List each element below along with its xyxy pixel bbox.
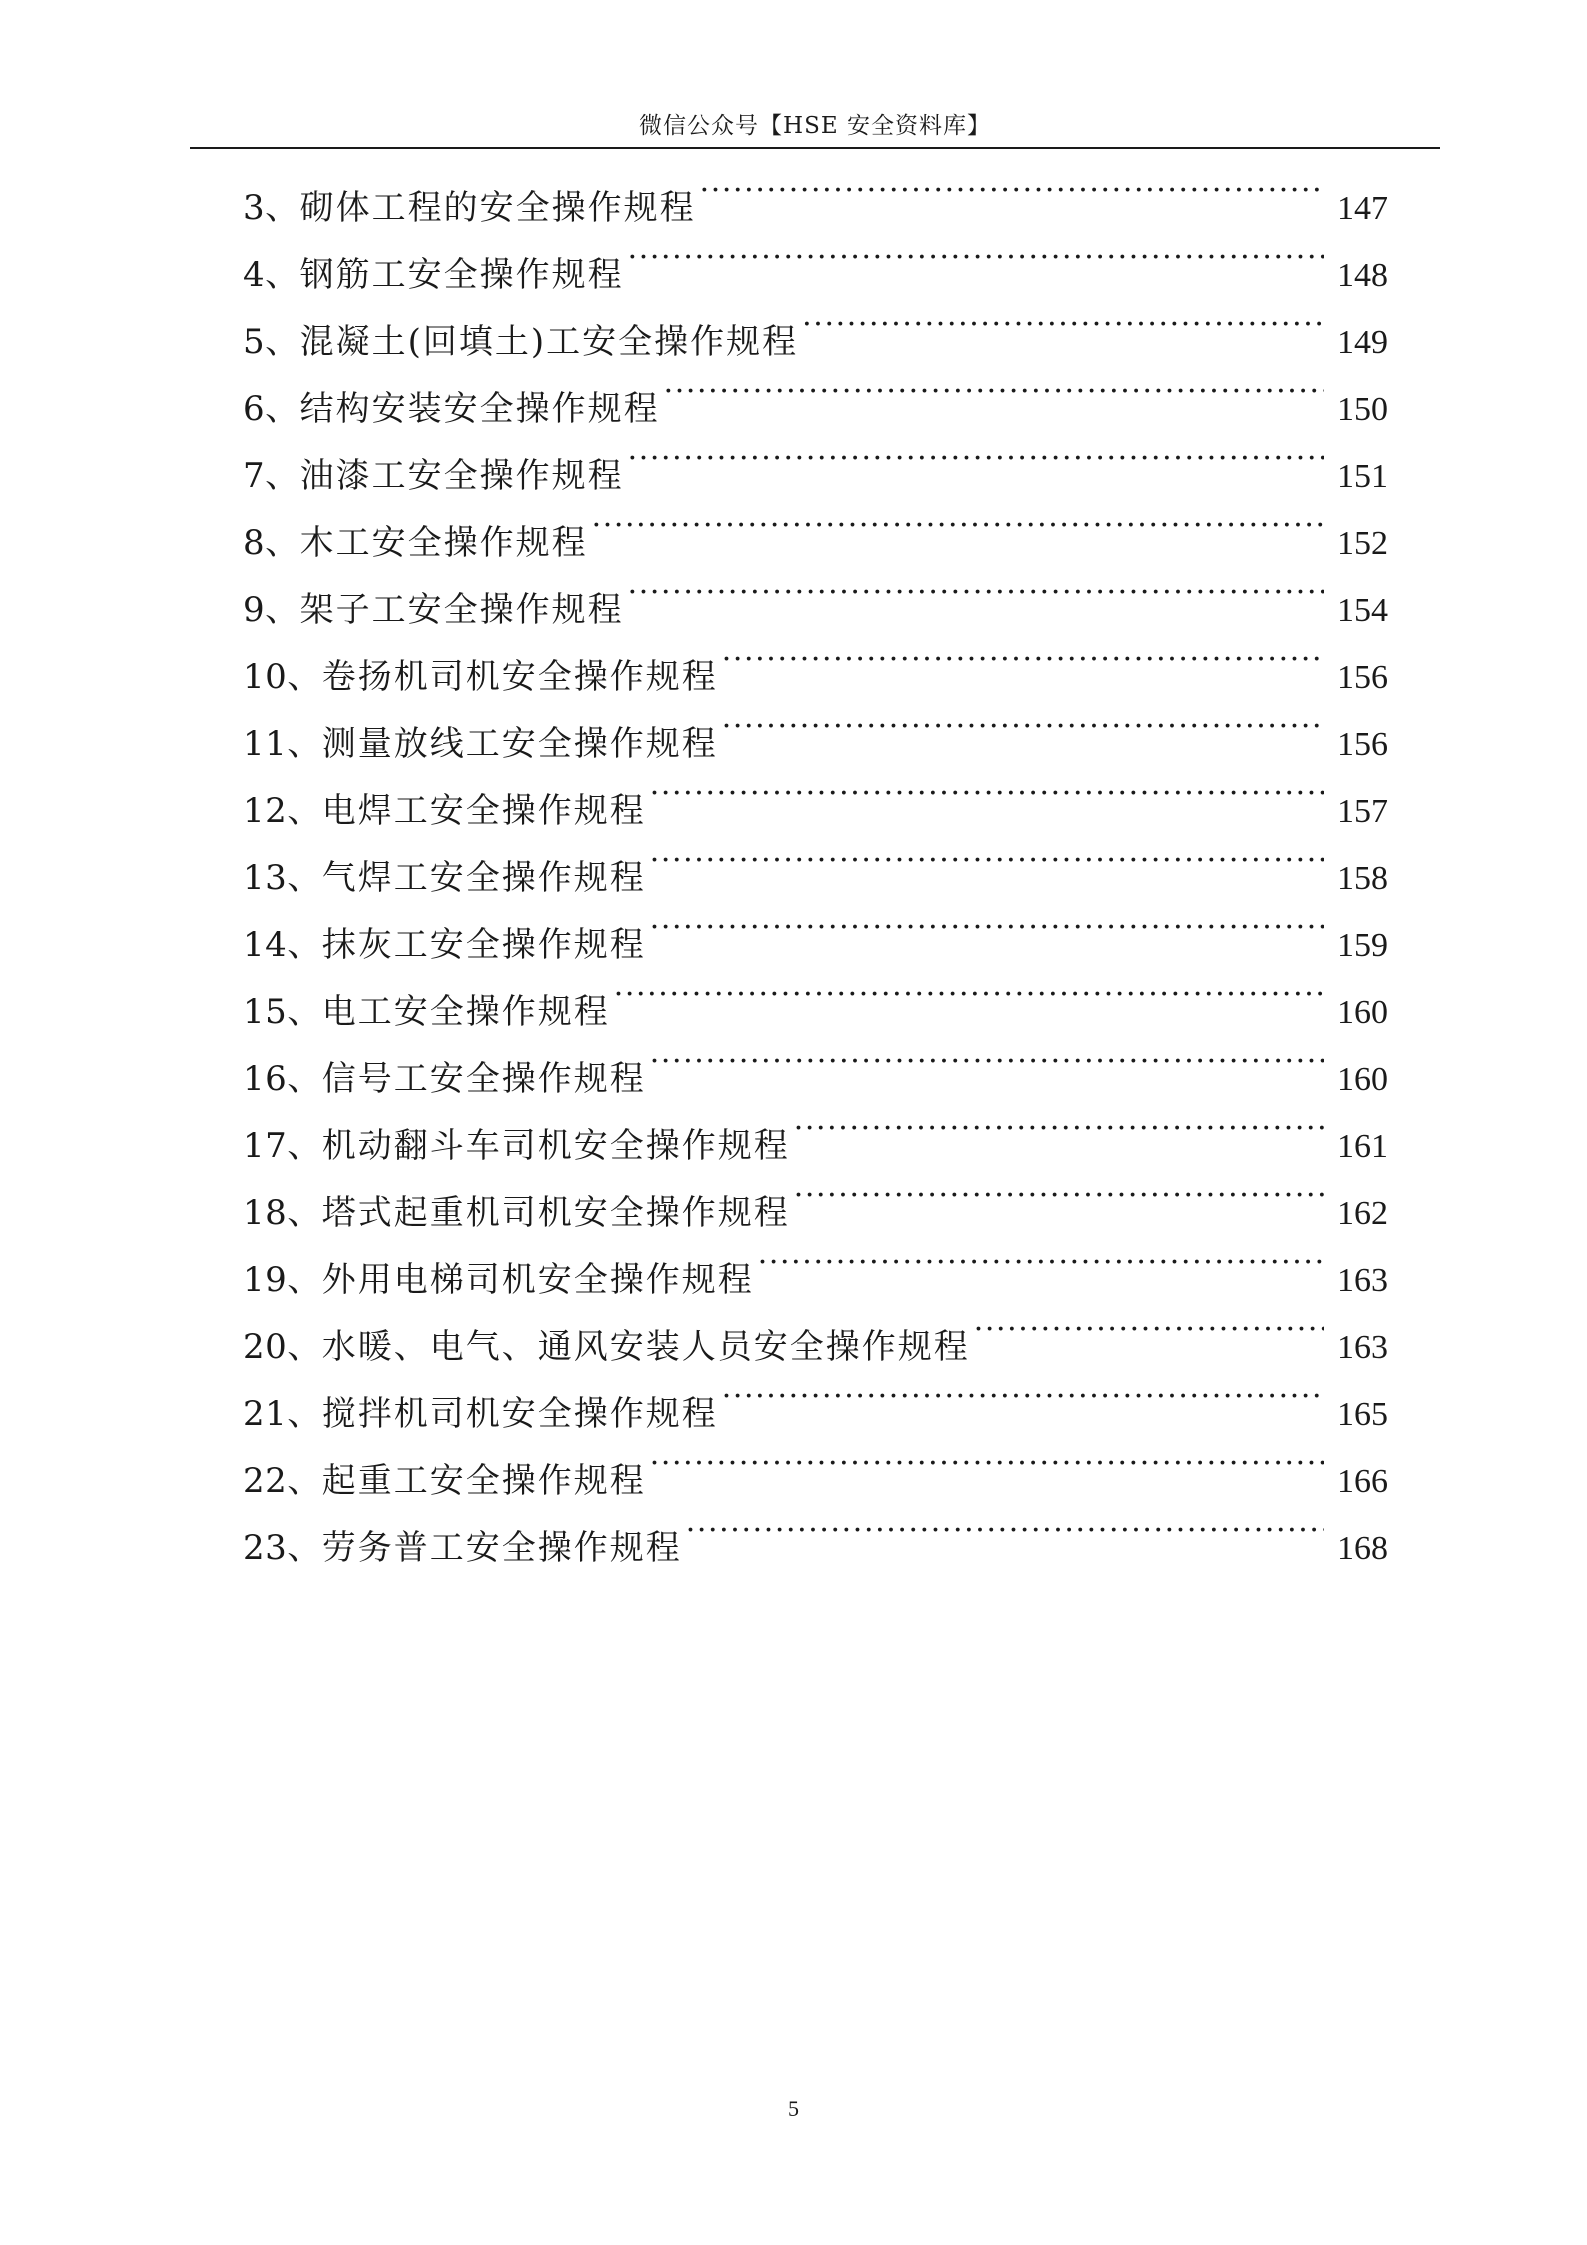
toc-entry-title: 气焊工安全操作规程 <box>321 858 646 898</box>
toc-entry-6[interactable] <box>243 364 1388 431</box>
toc-entry-15[interactable] <box>243 967 1388 1034</box>
toc-entry-number: 12、 <box>243 791 322 831</box>
toc-entry-23[interactable] <box>243 1503 1388 1570</box>
toc-entry-number: 10、 <box>243 657 322 697</box>
toc-entry-page: 154 <box>1337 592 1388 629</box>
toc-entry-number: 18、 <box>243 1193 322 1233</box>
toc-entry-page: 147 <box>1337 190 1388 227</box>
toc-entry-number: 22、 <box>243 1461 322 1501</box>
toc-entry-title: 油漆工安全操作规程 <box>299 456 624 496</box>
dot-leader <box>650 900 1324 956</box>
toc-entry-number: 4、 <box>243 255 300 295</box>
toc-entry-9[interactable] <box>243 565 1388 632</box>
toc-entry-title: 电工安全操作规程 <box>321 992 610 1032</box>
toc-entry-number: 14、 <box>243 925 322 965</box>
header-divider <box>190 147 1440 149</box>
toc-entry-title: 砌体工程的安全操作规程 <box>299 188 696 228</box>
toc-entry-page: 156 <box>1337 659 1388 696</box>
dot-leader <box>802 297 1324 353</box>
toc-entry-title: 机动翻斗车司机安全操作规程 <box>321 1126 790 1166</box>
dot-leader <box>628 565 1324 621</box>
toc-entry-14[interactable] <box>243 900 1388 967</box>
toc-entry-page: 163 <box>1337 1262 1388 1299</box>
toc-entry-page: 156 <box>1337 726 1388 763</box>
toc-entry-number: 11、 <box>243 724 322 764</box>
toc-entry-22[interactable] <box>243 1436 1388 1503</box>
dot-leader <box>650 833 1324 889</box>
dot-leader <box>974 1302 1324 1358</box>
toc-entry-3[interactable] <box>243 163 1388 230</box>
dot-leader <box>722 699 1324 755</box>
toc-entry-number: 9、 <box>243 590 300 630</box>
toc-entry-number: 6、 <box>243 389 300 429</box>
toc-entry-19[interactable] <box>243 1235 1388 1302</box>
page-header: 微信公众号【HSE 安全资料库】 <box>639 113 991 139</box>
toc-entry-page: 166 <box>1337 1463 1388 1500</box>
toc-entry-page: 160 <box>1337 1061 1388 1098</box>
toc-entry-page: 157 <box>1337 793 1388 830</box>
toc-entry-page: 161 <box>1337 1128 1388 1165</box>
table-of-contents <box>243 163 1388 1570</box>
toc-entry-title: 水暖、电气、通风安装人员安全操作规程 <box>321 1327 970 1367</box>
toc-entry-title: 外用电梯司机安全操作规程 <box>321 1260 754 1300</box>
dot-leader <box>628 431 1324 487</box>
toc-entry-title: 电焊工安全操作规程 <box>321 791 646 831</box>
toc-entry-title: 搅拌机司机安全操作规程 <box>321 1394 718 1434</box>
dot-leader <box>614 967 1324 1023</box>
toc-entry-number: 7、 <box>243 456 300 496</box>
toc-entry-number: 20、 <box>243 1327 322 1367</box>
toc-entry-page: 159 <box>1337 927 1388 964</box>
toc-entry-page: 150 <box>1337 391 1388 428</box>
dot-leader <box>700 163 1324 219</box>
dot-leader <box>650 1034 1324 1090</box>
toc-entry-title: 结构安装安全操作规程 <box>299 389 660 429</box>
toc-entry-21[interactable] <box>243 1369 1388 1436</box>
toc-entry-4[interactable] <box>243 230 1388 297</box>
toc-entry-title: 卷扬机司机安全操作规程 <box>321 657 718 697</box>
toc-entry-title: 架子工安全操作规程 <box>299 590 624 630</box>
toc-entry-page: 168 <box>1337 1530 1388 1567</box>
toc-entry-page: 162 <box>1337 1195 1388 1232</box>
dot-leader <box>758 1235 1324 1291</box>
toc-entry-17[interactable] <box>243 1101 1388 1168</box>
toc-entry-page: 149 <box>1337 324 1388 361</box>
toc-entry-number: 23、 <box>243 1528 322 1568</box>
dot-leader <box>722 1369 1324 1425</box>
toc-entry-title: 劳务普工安全操作规程 <box>321 1528 682 1568</box>
toc-entry-title: 混凝土(回填土)工安全操作规程 <box>299 322 799 362</box>
toc-entry-12[interactable] <box>243 766 1388 833</box>
toc-entry-title: 测量放线工安全操作规程 <box>321 724 718 764</box>
toc-entry-8[interactable] <box>243 498 1388 565</box>
toc-entry-number: 3、 <box>243 188 300 228</box>
toc-entry-18[interactable] <box>243 1168 1388 1235</box>
toc-entry-10[interactable] <box>243 632 1388 699</box>
toc-entry-title: 塔式起重机司机安全操作规程 <box>321 1193 790 1233</box>
dot-leader <box>650 766 1324 822</box>
dot-leader <box>650 1436 1324 1492</box>
toc-entry-page: 163 <box>1337 1329 1388 1366</box>
toc-entry-title: 起重工安全操作规程 <box>321 1461 646 1501</box>
toc-entry-title: 抹灰工安全操作规程 <box>321 925 646 965</box>
toc-entry-13[interactable] <box>243 833 1388 900</box>
toc-entry-11[interactable] <box>243 699 1388 766</box>
toc-entry-number: 15、 <box>243 992 322 1032</box>
toc-entry-number: 8、 <box>243 523 300 563</box>
toc-entry-title: 信号工安全操作规程 <box>321 1059 646 1099</box>
toc-entry-number: 21、 <box>243 1394 322 1434</box>
dot-leader <box>686 1503 1324 1559</box>
toc-entry-number: 5、 <box>243 322 300 362</box>
dot-leader <box>722 632 1324 688</box>
toc-entry-page: 148 <box>1337 257 1388 294</box>
toc-entry-7[interactable] <box>243 431 1388 498</box>
toc-entry-20[interactable] <box>243 1302 1388 1369</box>
dot-leader <box>664 364 1324 420</box>
toc-entry-title: 木工安全操作规程 <box>299 523 588 563</box>
toc-entry-number: 16、 <box>243 1059 322 1099</box>
toc-entry-number: 19、 <box>243 1260 322 1300</box>
toc-entry-page: 165 <box>1337 1396 1388 1433</box>
toc-entry-page: 160 <box>1337 994 1388 1031</box>
toc-entry-number: 13、 <box>243 858 322 898</box>
dot-leader <box>628 230 1324 286</box>
dot-leader <box>794 1101 1324 1157</box>
page-number: 5 <box>788 2096 799 2121</box>
toc-entry-number: 17、 <box>243 1126 322 1166</box>
toc-entry-title: 钢筋工安全操作规程 <box>299 255 624 295</box>
toc-entry-5[interactable] <box>243 297 1388 364</box>
toc-entry-page: 158 <box>1337 860 1388 897</box>
toc-entry-page: 151 <box>1337 458 1388 495</box>
toc-entry-page: 152 <box>1337 525 1388 562</box>
dot-leader <box>794 1168 1324 1224</box>
dot-leader <box>592 498 1324 554</box>
toc-entry-16[interactable] <box>243 1034 1388 1101</box>
